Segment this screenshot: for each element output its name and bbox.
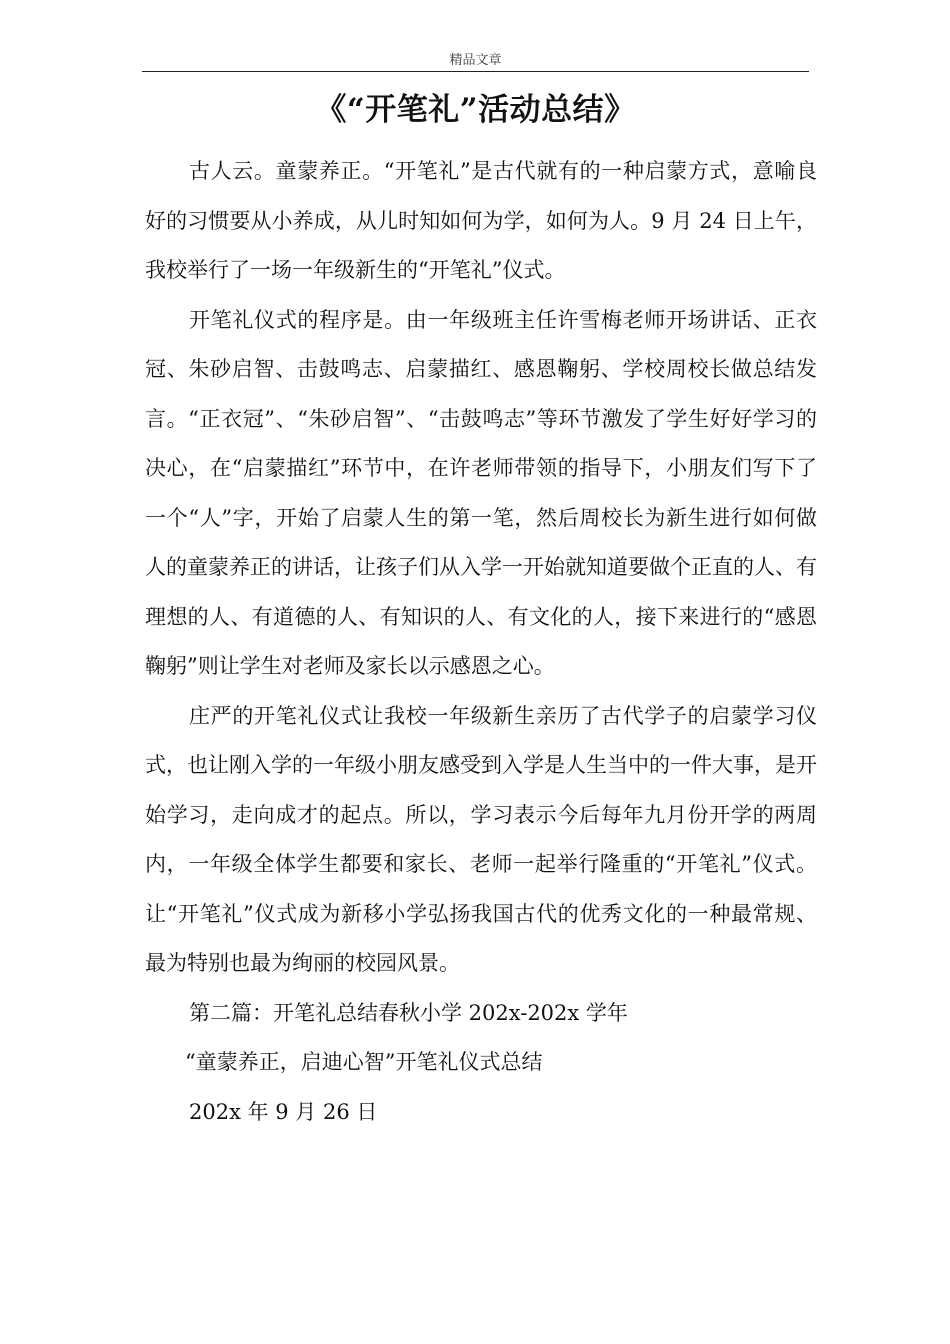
header-divider (142, 71, 809, 72)
paragraph-ceremony-procedure: 开笔礼仪式的程序是。由一年级班主任许雪梅老师开场讲话、正衣冠、朱砂启智、击鼓鸣志、启蒙描红、感恩鞠躬、学校周校长做总结发言。“正衣冠”、“朱砂启智”、“击鼓鸣志”等环节激发了学生好好学习的决心，在“启蒙描红”环节中，在许老师带领的指导下，小朋友们写下了一个“人”字，开始了启蒙人生的第一笔，然后周校长为新生进行如何做人的童蒙养正的讲话，让孩子们从入学一开始就知道要做个正直的人、有理想的人、有道德的人、有知识的人、有文化的人，接下来进行的“感恩鞠躬”则让学生对老师及家长以示感恩之心。 (145, 307, 817, 678)
second-part-subtitle: “童蒙养正，启迪心智”开笔礼仪式总结 (185, 1050, 543, 1074)
second-part-heading: 第二篇：开笔礼总结春秋小学 202x-202x 学年 (189, 1000, 628, 1025)
second-part-date: 202x 年 9 月 26 日 (189, 1099, 378, 1124)
paragraph-conclusion: 庄严的开笔礼仪式让我校一年级新生亲历了古代学子的启蒙学习仪式，也让刚入学的一年级小朋友感受到入学是人生当中的一件大事，是开始学习，走向成才的起点。所以，学习表示今后每年九月份开学的两周内，一年级全体学生都要和家长、老师一起举行隆重的“开笔礼”仪式。让“开笔礼”仪式成为新移小学弘扬我国古代的优秀文化的一种最常规、最为特别也最为绚丽的校园风景。 (145, 703, 817, 975)
page-header: 精品文章 (449, 53, 502, 68)
paragraph-intro: 古人云。童蒙养正。“开笔礼”是古代就有的一种启蒙方式，意喻良好的习惯要从小养成，从儿时知如何为学，如何为人。9 月 24 日上午，我校举行了一场一年级新生的“开笔礼”仪式。 (145, 159, 817, 282)
document-body (145, 147, 817, 1137)
document-title: 《“开笔礼”活动总结》 (315, 92, 636, 128)
